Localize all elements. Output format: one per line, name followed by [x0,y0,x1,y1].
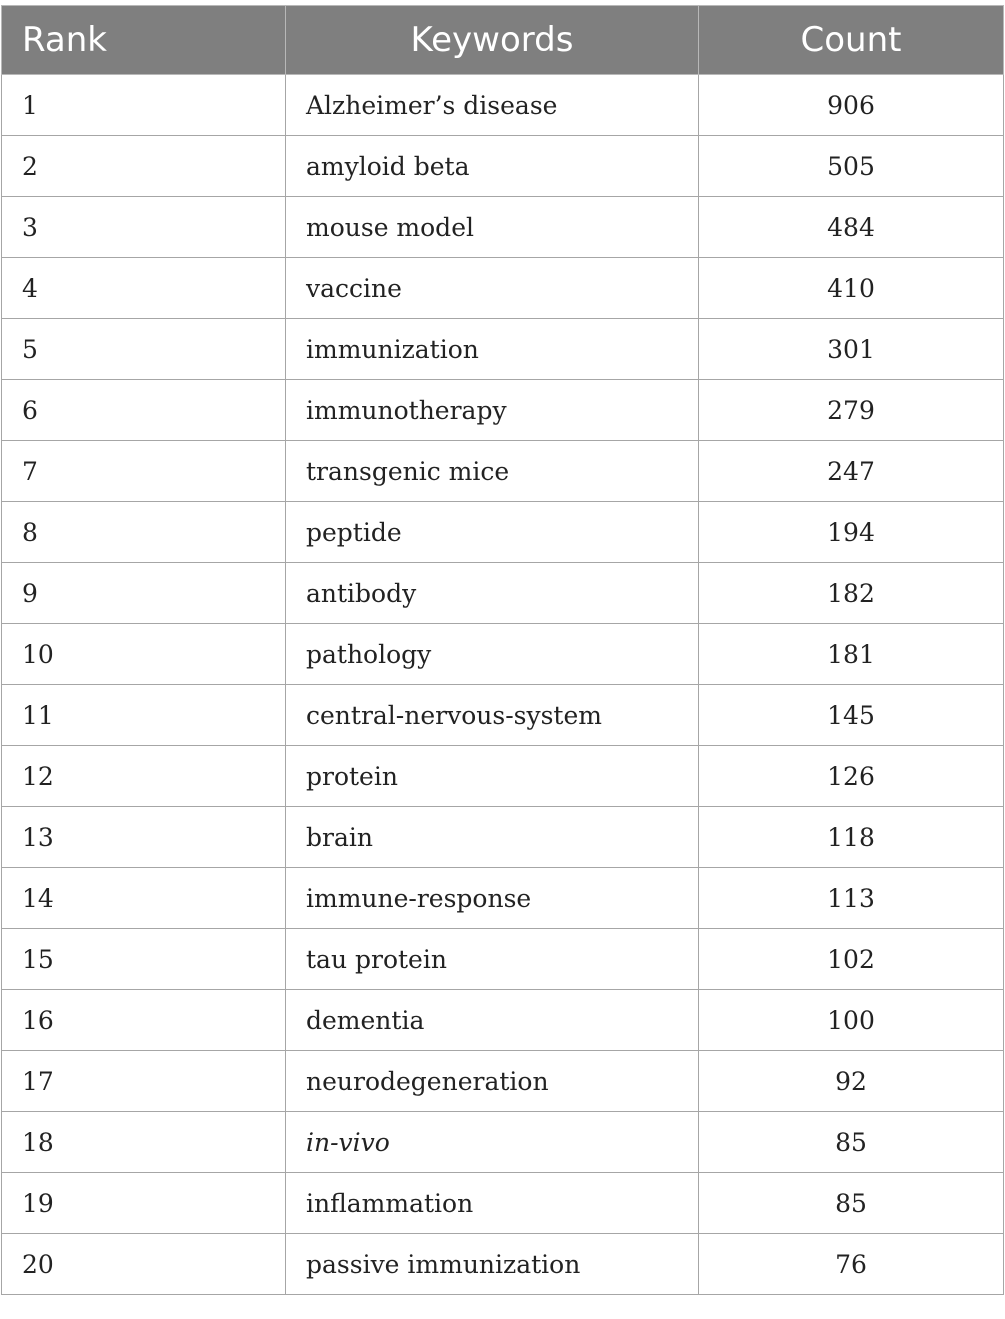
rank-cell: 3 [2,197,286,258]
keyword-cell: transgenic mice [286,441,699,502]
count-cell: 85 [699,1112,1004,1173]
count-cell: 301 [699,319,1004,380]
table-row [2,1234,1004,1295]
keyword-cell: in-vivo [286,1112,699,1173]
table-row [2,624,1004,685]
table-row [2,197,1004,258]
rank-cell: 12 [2,746,286,807]
rank-cell: 18 [2,1112,286,1173]
keywords-table [1,5,1004,1295]
rank-cell: 5 [2,319,286,380]
table-row [2,258,1004,319]
keyword-cell: protein [286,746,699,807]
count-cell: 102 [699,929,1004,990]
table-row [2,807,1004,868]
rank-cell: 15 [2,929,286,990]
keyword-cell: inflammation [286,1173,699,1234]
count-cell: 145 [699,685,1004,746]
keyword-cell: antibody [286,563,699,624]
count-cell: 505 [699,136,1004,197]
table-body [2,75,1004,1295]
table-row [2,1112,1004,1173]
keyword-cell: vaccine [286,258,699,319]
keyword-cell: immune-response [286,868,699,929]
table-row [2,75,1004,136]
count-cell: 113 [699,868,1004,929]
rank-cell: 19 [2,1173,286,1234]
table-row [2,441,1004,502]
count-cell: 126 [699,746,1004,807]
count-cell: 279 [699,380,1004,441]
table-row [2,319,1004,380]
keyword-cell: brain [286,807,699,868]
keywords-column-header: Keywords [286,6,699,75]
count-cell: 194 [699,502,1004,563]
rank-cell: 7 [2,441,286,502]
rank-cell: 4 [2,258,286,319]
table-header [2,6,1004,75]
count-column-header: Count [699,6,1004,75]
keyword-cell: tau protein [286,929,699,990]
table-row [2,380,1004,441]
table-row [2,1051,1004,1112]
count-cell: 181 [699,624,1004,685]
table-row [2,685,1004,746]
keyword-cell: amyloid beta [286,136,699,197]
count-cell: 100 [699,990,1004,1051]
keyword-cell: Alzheimer’s disease [286,75,699,136]
keyword-cell: immunotherapy [286,380,699,441]
count-cell: 247 [699,441,1004,502]
count-cell: 85 [699,1173,1004,1234]
rank-cell: 11 [2,685,286,746]
rank-cell: 1 [2,75,286,136]
rank-column-header: Rank [2,6,286,75]
table-row [2,1173,1004,1234]
count-cell: 484 [699,197,1004,258]
keyword-cell: pathology [286,624,699,685]
count-cell: 410 [699,258,1004,319]
count-cell: 906 [699,75,1004,136]
count-cell: 92 [699,1051,1004,1112]
keyword-cell: mouse model [286,197,699,258]
count-cell: 118 [699,807,1004,868]
rank-cell: 2 [2,136,286,197]
count-cell: 76 [699,1234,1004,1295]
table-row [2,746,1004,807]
rank-cell: 17 [2,1051,286,1112]
table-row [2,502,1004,563]
table-row [2,868,1004,929]
count-cell: 182 [699,563,1004,624]
keyword-cell: peptide [286,502,699,563]
rank-cell: 9 [2,563,286,624]
keyword-cell: passive immunization [286,1234,699,1295]
keyword-cell: dementia [286,990,699,1051]
keyword-cell: central-nervous-system [286,685,699,746]
table-row [2,990,1004,1051]
keyword-cell: immunization [286,319,699,380]
rank-cell: 6 [2,380,286,441]
rank-cell: 8 [2,502,286,563]
rank-cell: 10 [2,624,286,685]
keyword-cell: neurodegeneration [286,1051,699,1112]
table-row [2,929,1004,990]
table-row [2,563,1004,624]
rank-cell: 13 [2,807,286,868]
rank-cell: 14 [2,868,286,929]
rank-cell: 16 [2,990,286,1051]
rank-cell: 20 [2,1234,286,1295]
table-row [2,136,1004,197]
header-row [2,6,1004,75]
